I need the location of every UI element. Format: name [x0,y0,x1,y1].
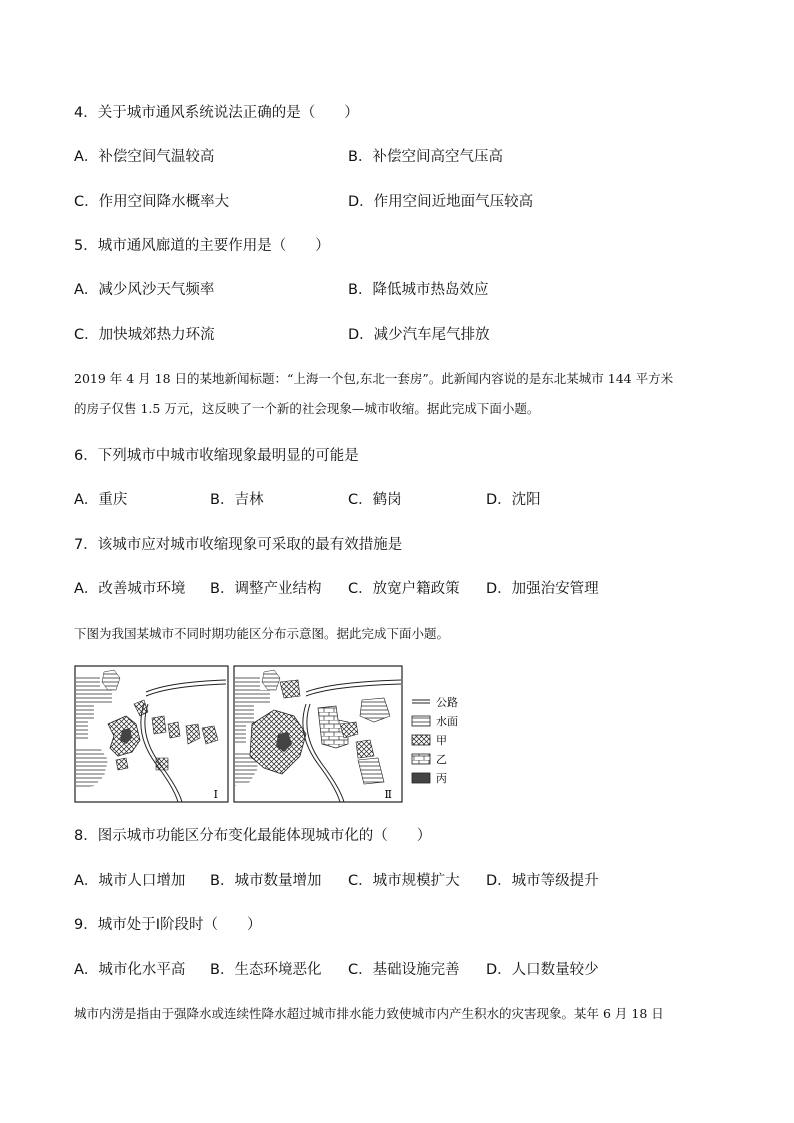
q4-option-d: D．作用空间近地面气压较高 [348,194,534,210]
legend-water-label: 水面 [436,715,458,728]
legend-yi-label: 乙 [436,753,447,766]
legend-water [412,714,458,728]
question-5-stem: 5．城市通风廊道的主要作用是（ ） [74,238,330,254]
legend-bing [412,772,447,785]
legend-bing-label: 丙 [436,772,447,785]
q6-option-b: B．吉林 [210,492,264,508]
q4-option-c: C．作用空间降水概率大 [74,194,230,210]
legend [412,696,458,785]
passage-1-line-2: 的房子仅售 1.5 万元，这反映了一个新的社会现象—城市收缩。据此完成下面小题。 [74,401,540,416]
q7-option-a: A．改善城市环境 [74,581,186,597]
legend-road [412,696,458,709]
q5-option-d: D．减少汽车尾气排放 [348,327,490,343]
panel-2-label: Ⅱ [384,788,392,801]
q9-option-d: D．人口数量较少 [486,962,599,978]
map-panel-2 [234,666,402,802]
q8-option-b: B．城市数量增加 [210,873,322,889]
legend-yi [412,753,447,766]
zone-jia [116,758,128,770]
question-9-stem: 9．城市处于Ⅰ阶段时（ ） [74,917,262,933]
passage-1-line-1: 2019 年 4 月 18 日的某地新闻标题：“上海一个包,东北一套房”。此新闻内容说的是东北某城市 144 平方米 [74,371,674,386]
q8-option-c: C．城市规模扩大 [348,873,460,889]
panel-1-label: Ⅰ [213,788,218,801]
zone-jia [156,758,168,770]
q4-option-a: A．补偿空间气温较高 [74,149,215,165]
question-8-stem: 8．图示城市功能区分布变化最能体现城市化的（ ） [74,828,432,844]
legend-road-label: 公路 [436,696,458,709]
passage-3: 城市内涝是指由于强降水或连续性降水超过城市排水能力致使城市内产生积水的灾害现象。某年 6 月 18 日 [74,1006,664,1021]
q9-option-a: A．城市化水平高 [74,962,186,978]
q6-option-a: A．重庆 [74,492,128,508]
zone-jia [152,716,166,734]
q5-option-b: B．降低城市热岛效应 [348,282,489,298]
passage-2: 下图为我国某城市不同时期功能区分布示意图。据此完成下面小题。 [74,626,450,641]
question-6-stem: 6．下列城市中城市收缩现象最明显的可能是 [74,448,359,464]
q5-option-a: A．减少风沙天气频率 [74,282,215,298]
question-7-stem: 7．该城市应对城市收缩现象可采取的最有效措施是 [74,537,403,553]
q8-option-d: D．城市等级提升 [486,873,599,889]
q4-option-b: B．补偿空间高空气压高 [348,149,503,165]
zone-jia [168,722,180,738]
q6-option-c: C．鹤岗 [348,492,402,508]
q9-option-c: C．基础设施完善 [348,962,460,978]
q7-option-d: D．加强治安管理 [486,581,599,597]
q7-option-c: C．放宽户籍政策 [348,581,460,597]
q8-option-a: A．城市人口增加 [74,873,186,889]
q7-option-b: B．调整产业结构 [210,581,322,597]
legend-jia [412,734,447,747]
q5-option-c: C．加快城郊热力环流 [74,327,215,343]
map-panel-1 [75,666,228,802]
city-function-zone-figure [74,664,474,804]
legend-jia-label: 甲 [436,734,447,747]
q6-option-d: D．沈阳 [486,492,541,508]
q9-option-b: B．生态环境恶化 [210,962,322,978]
question-4-stem: 4．关于城市通风系统说法正确的是（ ） [74,105,359,121]
